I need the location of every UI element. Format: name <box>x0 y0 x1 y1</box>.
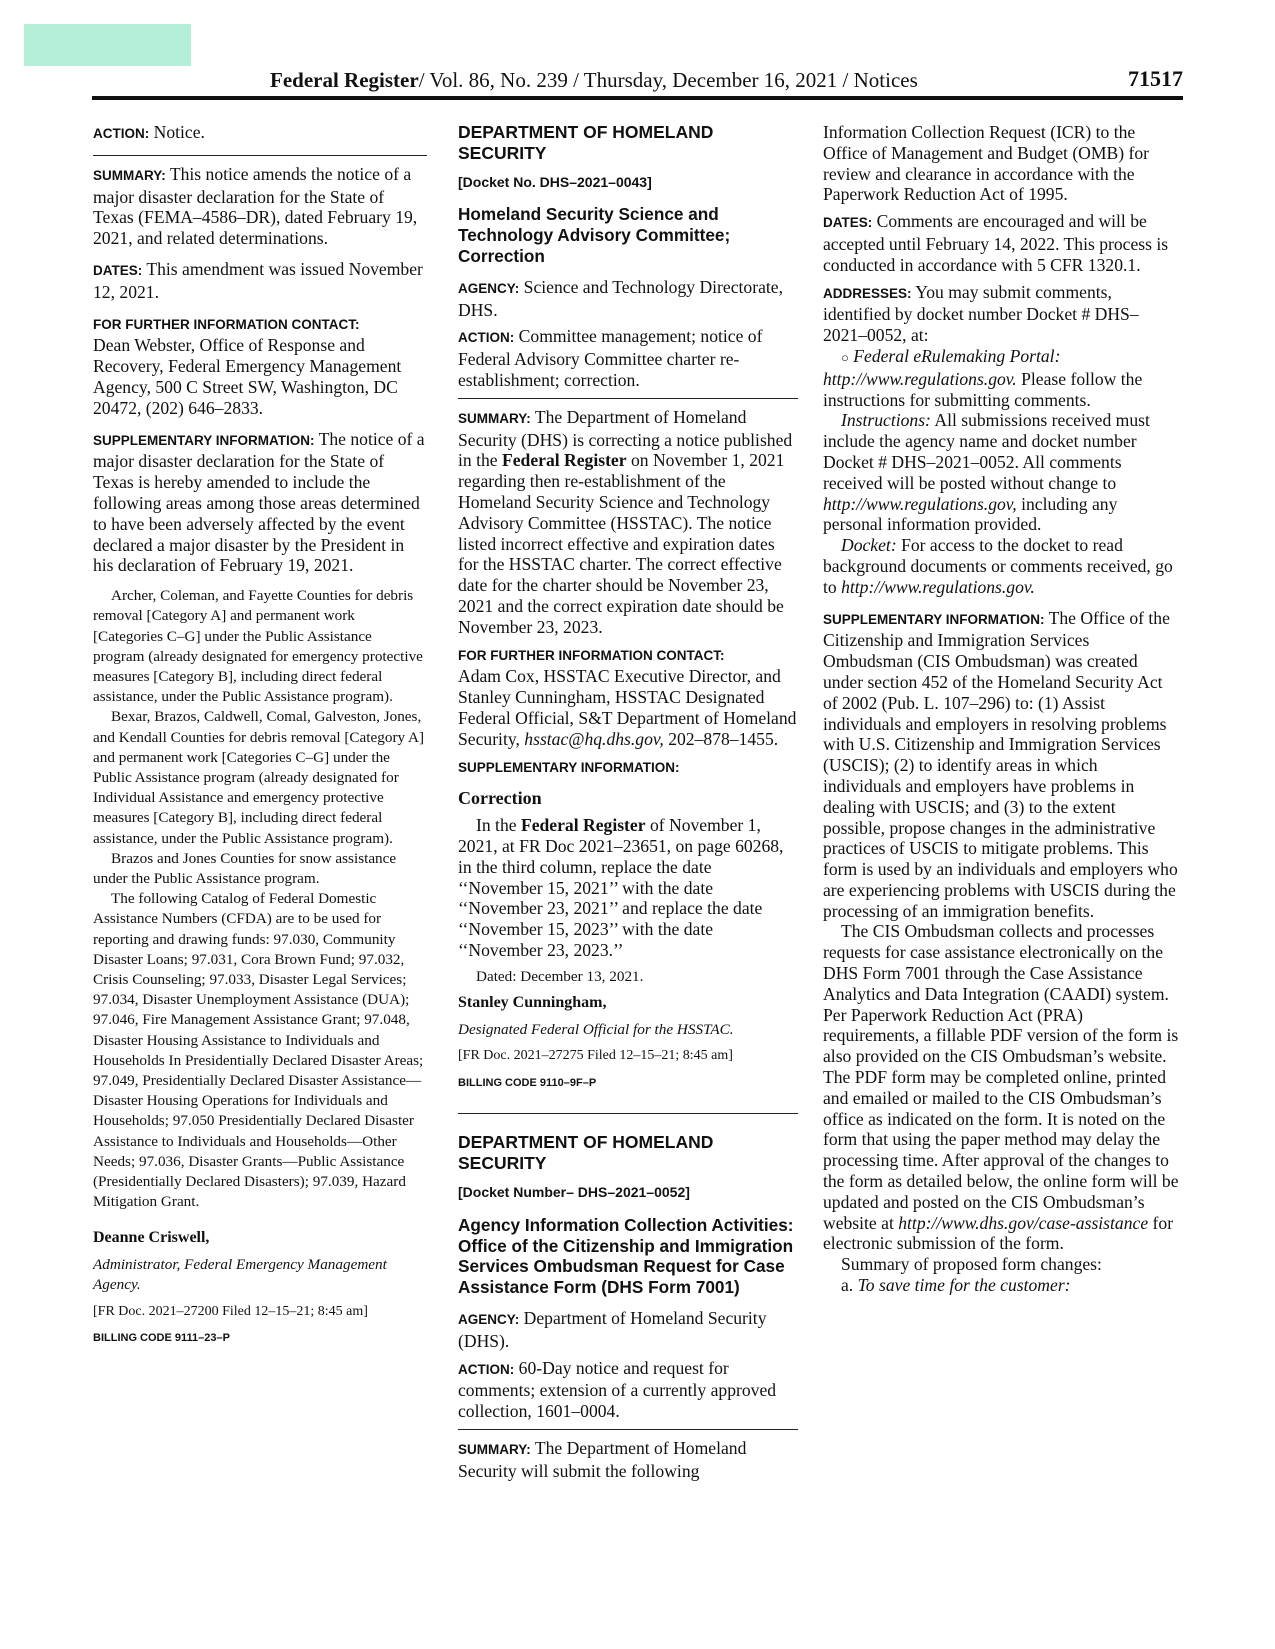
signer-name: Deanne Criswell, <box>93 1229 210 1247</box>
fr-doc: [FR Doc. 2021–27275 Filed 12–15–21; 8:45 am] <box>458 1047 733 1063</box>
supplementary-label: SUPPLEMENTARY INFORMATION: <box>458 759 680 775</box>
counties-paragraph-1: Archer, Coleman, and Fayette Counties for debris removal [Category A] and permanent work [Categories C–G] under the Public Assistance program (already designated for emergency protective measures [Category B], including direct federal assistance, under the Public Assistance program). <box>93 587 423 706</box>
item-a: a. To save time for the customer: <box>841 1275 1071 1296</box>
addresses-paragraph: ADDRESSES: You may submit comments, identified by docket number Docket # DHS–2021–0052, at: <box>823 281 1139 346</box>
department-heading: DEPARTMENT OF HOMELAND SECURITY <box>458 1132 714 1174</box>
summary-paragraph: SUMMARY: The Department of Homeland Security (DHS) is correcting a notice published in the Federal Register on November 1, 2021 regarding then re-establishment of the Homeland Security Science and Technology Advisory Committee (HSSTAC). The notice listed incorrect effective and expiration dates for the HSSTAC charter. The correct effective date for the charter should be November 23, 2021 and the correct expiration date should be November 23, 2023. <box>458 406 793 637</box>
divider <box>93 155 427 156</box>
portal-bullet: ○ Federal eRulemaking Portal: http://www.regulations.gov. Please follow the instructions for submitting comments. <box>823 345 1143 410</box>
highlight-tab <box>24 24 191 66</box>
page-number: 71517 <box>1128 66 1183 91</box>
portal-link[interactable]: Federal eRulemaking Portal: http://www.regulations.gov. <box>823 345 1061 389</box>
document-title: Agency Information Collection Activities: Office of the Citizenship and Immigration Services Ombudsman Request for Case Assistance Form (DHS Form 7001) <box>458 1214 794 1298</box>
contact-paragraph: Adam Cox, HSSTAC Executive Director, and Stanley Cunningham, HSSTAC Designated Federal Official, S&T Department of Homeland Security, hsstac@hq.dhs.gov, 202–878–1455. <box>458 666 797 749</box>
dated-line: Dated: December 13, 2021. <box>476 967 644 985</box>
issue-details: / Vol. 86, No. 239 / Thursday, December 16, 2021 / Notices <box>418 68 918 92</box>
supplementary-paragraph: SUPPLEMENTARY INFORMATION: The Office of the Citizenship and Immigration Services Ombudsman (CIS Ombudsman) was created under section 452 of the Homeland Security Act of 2002 (Pub. L. 107–296) to: (1) Assist individuals and employers in resolving problems with U.S. Citizenship and Immigration Services (USCIS); (2) to identify areas in which individuals and employers have problems in dealing with USCIS; and (3) to the extent possible, propose changes in the administrative practices of USCIS to mitigate problems. This form is used by an individuals and employers who are experiencing problems with USCIS during the processing of an immigration benefits. <box>823 607 1178 921</box>
divider <box>458 1429 798 1430</box>
dates-paragraph: DATES: This amendment was issued November 12, 2021. <box>93 258 423 302</box>
correction-heading: Correction <box>458 788 542 809</box>
column-3 <box>823 122 1180 1296</box>
docket-number: [Docket Number– DHS–2021–0052] <box>458 1184 690 1201</box>
signer-title: Designated Federal Official for the HSSTAC. <box>458 1020 734 1038</box>
billing-code: BILLING CODE 9110–9F–P <box>458 1076 597 1089</box>
summary-paragraph: SUMMARY: This notice amends the notice of a major disaster declaration for the State of Texas (FEMA–4586–DR), dated February 19, 2021, and related determinations. <box>93 163 418 249</box>
agency-paragraph: AGENCY: Department of Homeland Security (DHS). <box>458 1308 767 1351</box>
dates-paragraph: DATES: Comments are encouraged and will be accepted until February 14, 2022. This process is conducted in accordance with 5 CFR 1320.1. <box>823 211 1169 275</box>
intro-paragraph: Information Collection Request (ICR) to the Office of Management and Budget (OMB) for review and clearance in accordance with the Paperwork Reduction Act of 1995. <box>823 122 1150 205</box>
contact-paragraph: Dean Webster, Office of Response and Recovery, Federal Emergency Management Agency, 500 C Street SW, Washington, DC 20472, (202) 646–2833. <box>93 335 402 418</box>
agency-paragraph: AGENCY: Science and Technology Directorate, DHS. <box>458 276 783 320</box>
signer-title: Administrator, Federal Emergency Management Agency. <box>93 1256 387 1294</box>
correction-paragraph: In the Federal Register of November 1, 2021, at FR Doc 2021–23651, on page 60268, in the third column, replace the date ‘‘November 15, 2021’’ with the date ‘‘November 23, 2021’’ and replace the date ‘‘November 15, 2023’’ with the date ‘‘November 23, 2023.’’ <box>458 815 784 960</box>
circle-bullet-icon: ○ <box>841 349 849 365</box>
signer-name: Stanley Cunningham, <box>458 993 607 1011</box>
document-title: Homeland Security Science and Technology Advisory Committee; Correction <box>458 204 731 266</box>
docket-number: [Docket No. DHS–2021–0043] <box>458 173 652 190</box>
divider <box>458 398 798 399</box>
column-2 <box>458 122 798 1482</box>
supplementary-paragraph: SUPPLEMENTARY INFORMATION: The notice of a major disaster declaration for the State of Texas is hereby amended to include the following areas among those areas determined to have been adversely affected by the event declared a major disaster by the President in his declaration of February 19, 2021. <box>93 428 425 576</box>
page-header <box>90 64 1183 92</box>
regulations-link[interactable]: http://www.regulations.gov, <box>823 493 1017 514</box>
running-head <box>270 68 918 93</box>
contact-email-link[interactable]: hsstac@hq.dhs.gov, <box>524 728 664 749</box>
action-paragraph: ACTION: Committee management; notice of Federal Advisory Committee charter re-establishment; correction. <box>458 326 763 390</box>
billing-code: BILLING CODE 9111–23–P <box>93 1332 230 1345</box>
column-1 <box>93 122 427 1349</box>
case-assistance-link[interactable]: http://www.dhs.gov/case-assistance <box>898 1212 1149 1233</box>
action-paragraph: ACTION: 60-Day notice and request for comments; extension of a currently approved collection, 1601–0004. <box>458 1357 777 1422</box>
header-rule <box>92 96 1183 100</box>
cfda-paragraph: The following Catalog of Federal Domestic Assistance Numbers (CFDA) are to be used for reporting and drawing funds: 97.030, Community Disaster Loans; 97.031, Cora Brown Fund; 97.032, Crisis Counseling; 97.033, Disaster Legal Services; 97.034, Disaster Unemployment Assistance (DUA); 97.046, Fire Management Assistance Grant; 97.048, Disaster Housing Assistance to Individuals and Households In Presidentially Declared Disaster Areas; 97.049, Presidentially Declared Disaster Assistance—Disaster Housing Operations for Individuals and Households; 97.050 Presidentially Declared Disaster Assistance to Individuals and Households—Other Needs; 97.036, Disaster Grants—Public Assistance (Presidentially Declared Disasters); 97.039, Hazard Mitigation Grant. <box>93 890 424 1211</box>
divider <box>458 1113 798 1114</box>
counties-paragraph-2: Bexar, Brazos, Caldwell, Comal, Galveston, Jones, and Kendall Counties for debris removal [Category A] and permanent work [Categories C–G] under the Public Assistance program (already designated for Individual Assistance and emergency protective measures [Category B], including direct federal assistance, under the Public Assistance program). <box>93 708 425 847</box>
ombudsman-paragraph: The CIS Ombudsman collects and processes requests for case assistance electronically on the DHS Form 7001 through the Case Assistance Analytics and Data Integration (CAADI) system. Per Paperwork Reduction Act (PRA) requirements, a fillable PDF version of the form is also provided on the CIS Ombudsman’s website. The PDF form may be completed online, printed and emailed or mailed to the CIS Ombudsman’s office as indicated on the form. It is noted on the form that using the paper method may delay the processing time. After approval of the changes to the form as detailed below, the online form will be updated and posted on the CIS Ombudsman’s website at http://www.dhs.gov/case-assistance for electronic submission of the form. <box>823 921 1179 1254</box>
regulations-link[interactable]: http://www.regulations.gov. <box>841 576 1035 597</box>
contact-label: FOR FURTHER INFORMATION CONTACT: <box>93 316 360 332</box>
summary-paragraph: SUMMARY: The Department of Homeland Security will submit the following <box>458 1438 747 1481</box>
department-heading: DEPARTMENT OF HOMELAND SECURITY <box>458 122 714 163</box>
contact-label: FOR FURTHER INFORMATION CONTACT: <box>458 647 725 663</box>
action-paragraph: ACTION: Notice. <box>93 122 205 142</box>
instructions-paragraph: Instructions: All submissions received must include the agency name and docket number Docket # DHS–2021–0052. All comments received will be posted without change to http://www.regulations.gov, including any personal information provided. <box>823 410 1150 535</box>
counties-paragraph-3: Brazos and Jones Counties for snow assistance under the Public Assistance program. <box>93 849 397 887</box>
summary-changes: Summary of proposed form changes: <box>841 1254 1102 1275</box>
fr-doc: [FR Doc. 2021–27200 Filed 12–15–21; 8:45 am] <box>93 1303 368 1319</box>
docket-paragraph: Docket: For access to the docket to read background documents or comments received, go to http://www.regulations.gov. <box>823 535 1173 597</box>
journal-name: Federal Register <box>270 68 419 92</box>
